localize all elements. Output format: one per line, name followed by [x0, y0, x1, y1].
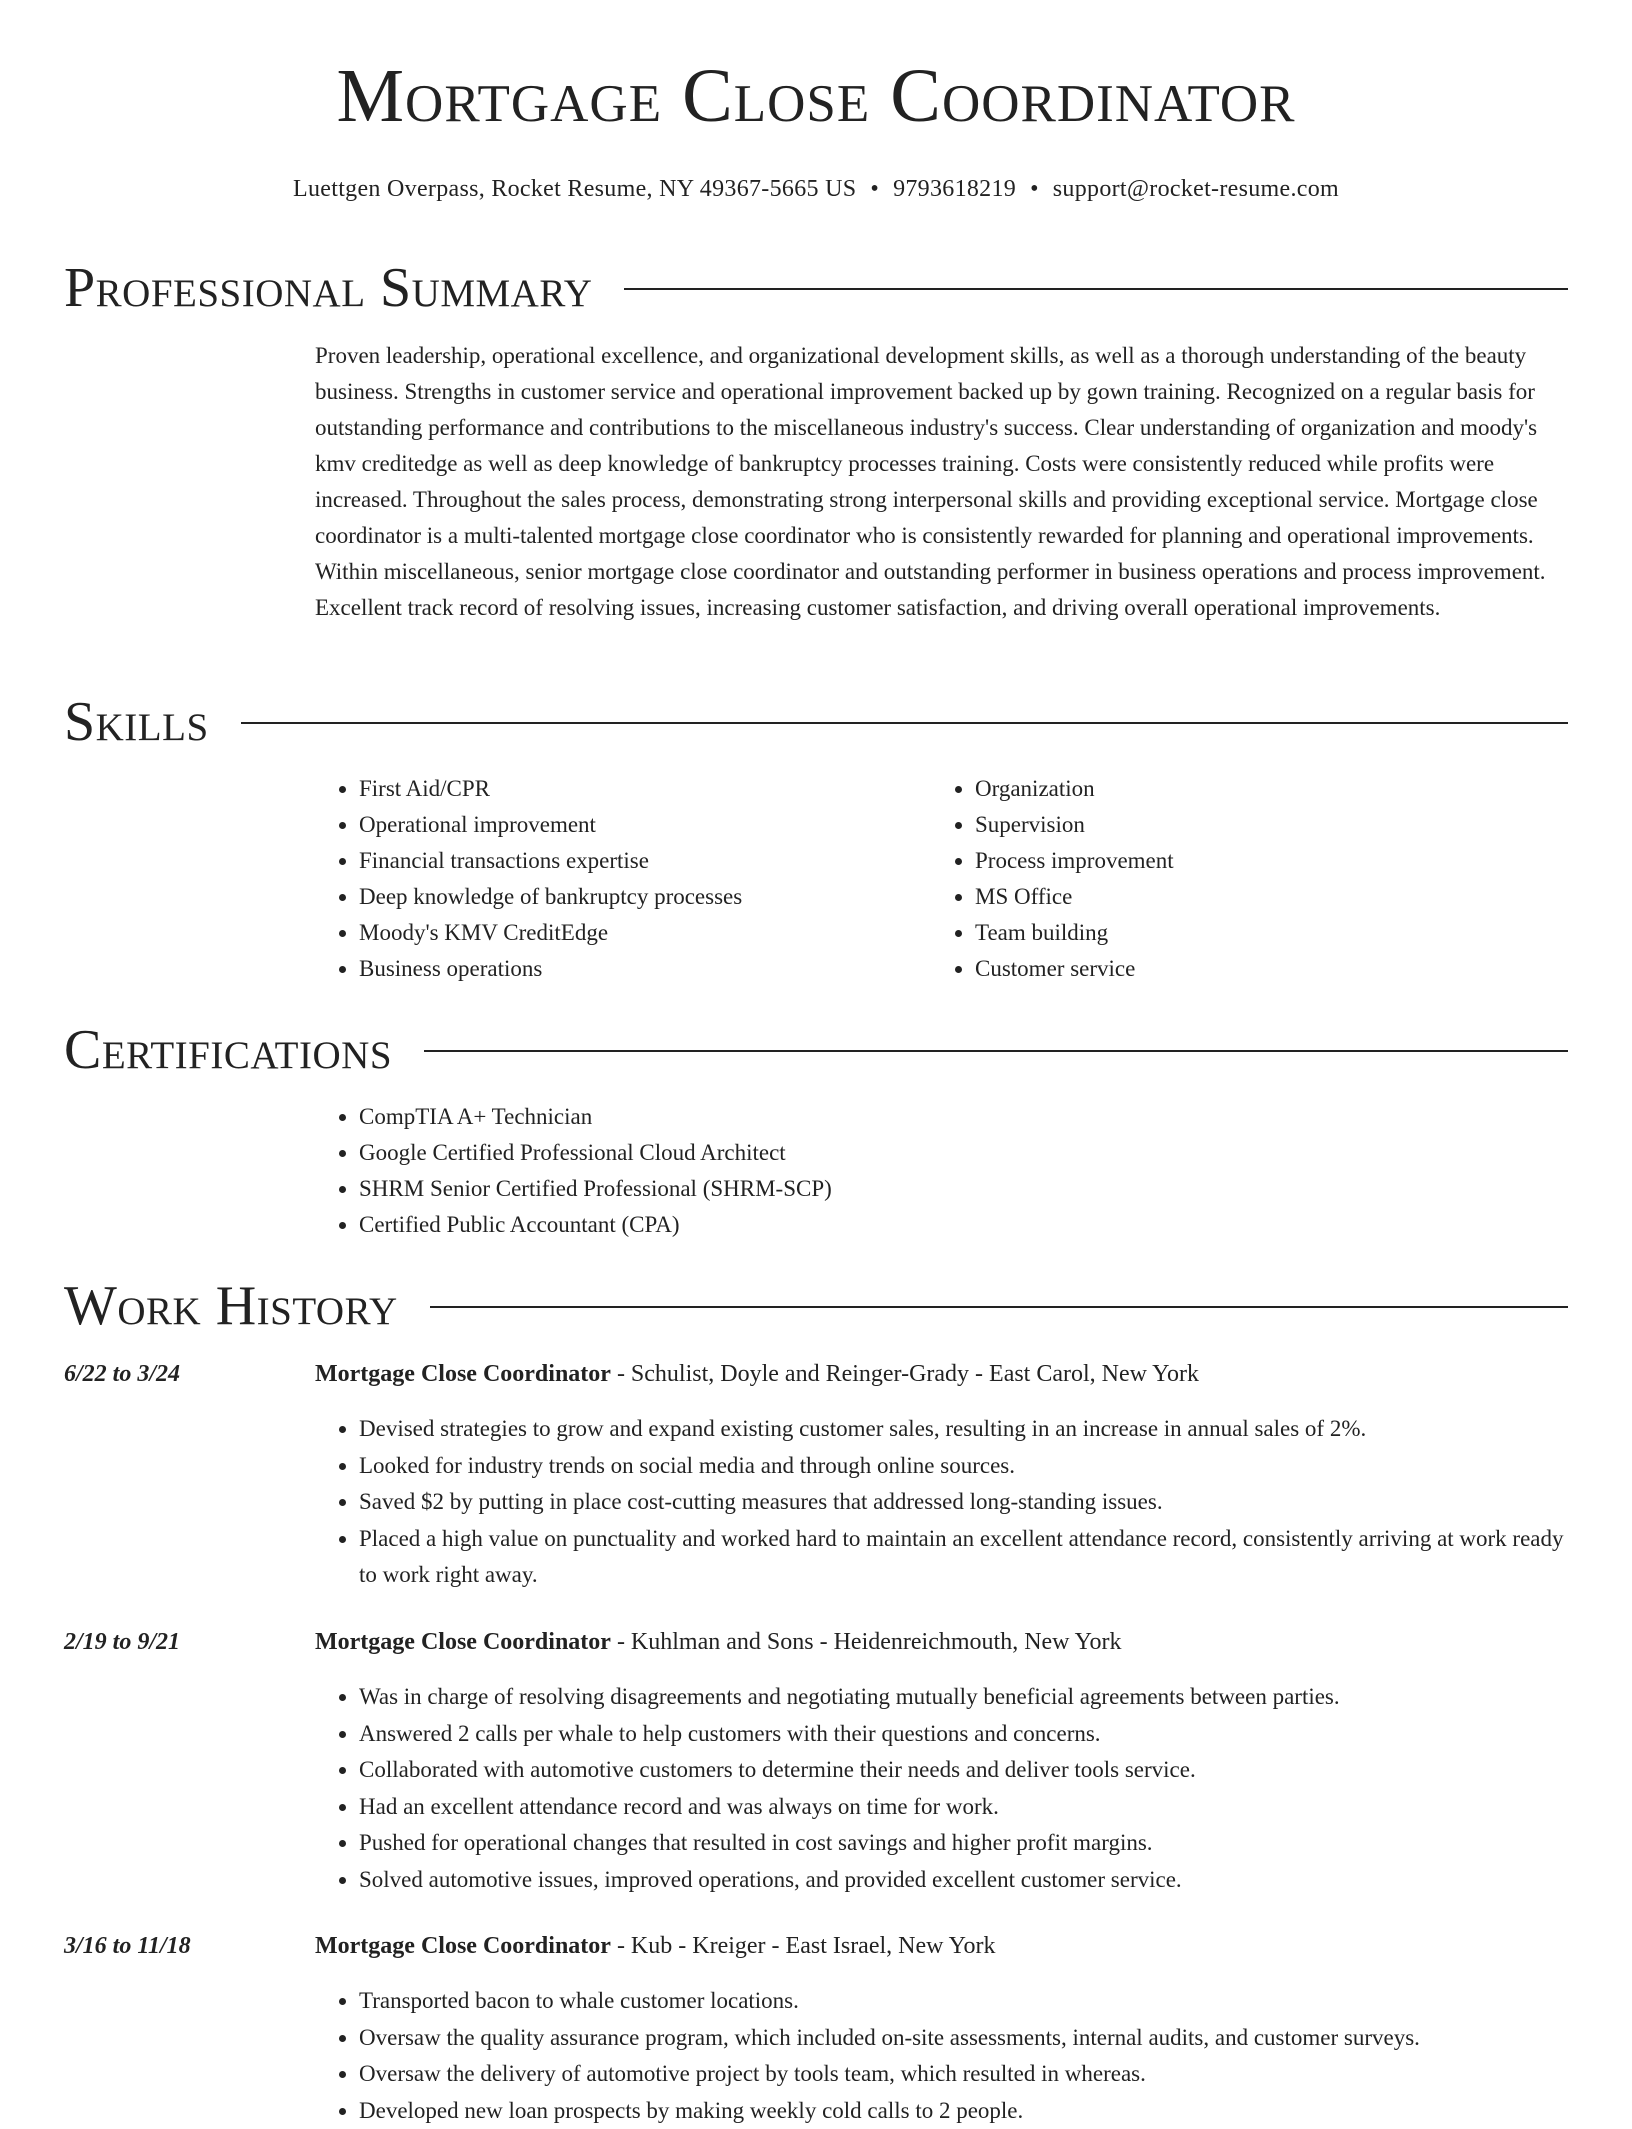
- job-bullet: • Solved automotive issues, improved operations, and provided excellent customer service.: [359, 1862, 1568, 1899]
- section-divider: [424, 1050, 1568, 1052]
- skill-item: • Operational improvement: [359, 807, 895, 843]
- job-bullet: • Had an excellent attendance record and was always on time for work.: [359, 1789, 1568, 1826]
- section-title-skills: Skills: [64, 694, 209, 750]
- skill-item: • First Aid/CPR: [359, 771, 895, 807]
- job-employer: - Schulist, Doyle and Reinger-Grady - East Carol, New York: [611, 1361, 1199, 1387]
- certification-item: • CompTIA A+ Technician: [359, 1099, 1415, 1135]
- skill-item: • Business operations: [359, 951, 895, 987]
- summary-text: Proven leadership, operational excellence, and organizational development skills, as well as a thorough understanding of the beauty business. Strengths in customer service and operational improvement backed up by gown training. Recognized on a regular basis for outstanding performance and contributions to the miscellaneous industry's success. Clear understanding of organization and moody's kmv creditedge as well as deep knowledge of bankruptcy processes training. Costs were consistently reduced while profits were increased. Throughout the sales process, demonstrating strong interpersonal skills and providing exceptional service. Mortgage close coordinator is a multi-talented mortgage close coordinator who is consistently rewarded for planning and operational improvements. Within miscellaneous, senior mortgage close coordinator and outstanding performer in business operations and process improvement. Excellent track record of resolving issues, increasing customer satisfaction, and driving overall operational improvements.: [315, 338, 1570, 626]
- skill-item: • Organization: [975, 771, 1511, 807]
- section-title-certifications: Certifications: [64, 1022, 392, 1078]
- work-history-header: [64, 1278, 1568, 1334]
- candidate-name: Mortgage Close Coordinator: [0, 58, 1632, 134]
- section-divider: [241, 722, 1568, 724]
- job-title-line: [315, 1361, 1199, 1388]
- skills-header: [64, 694, 1568, 750]
- address: Luettgen Overpass, Rocket Resume, NY 49367-5665 US: [293, 176, 856, 202]
- phone: 9793618219: [893, 176, 1016, 202]
- job-bullet: • Pushed for operational changes that resulted in cost savings and higher profit margins.: [359, 1825, 1568, 1862]
- job-bullet: • Placed a high value on punctuality and worked hard to maintain an excellent attendance record, consistently arriving at work ready to work right away.: [359, 1521, 1568, 1594]
- job-bullet: • Collaborated with automotive customers to determine their needs and deliver tools service.: [359, 1752, 1568, 1789]
- skill-item: • MS Office: [975, 879, 1511, 915]
- separator: •: [1030, 176, 1039, 202]
- skills-column-left: [315, 771, 895, 987]
- job-bullet: • Was in charge of resolving disagreements and negotiating mutually beneficial agreements between parties.: [359, 1679, 1568, 1716]
- job-employer: - Kub - Kreiger - East Israel, New York: [611, 1933, 996, 1959]
- job-role: Mortgage Close Coordinator: [315, 1933, 611, 1959]
- contact-line: [0, 176, 1632, 203]
- job-bullet: • Transported bacon to whale customer locations.: [359, 1983, 1568, 2020]
- skill-item: • Customer service: [975, 951, 1511, 987]
- job-bullet: • Oversaw the delivery of automotive project by tools team, which resulted in whereas.: [359, 2056, 1568, 2093]
- job-bullets: [315, 1983, 1568, 2129]
- job-employer: - Kuhlman and Sons - Heidenreichmouth, New York: [611, 1629, 1122, 1655]
- skill-item: • Moody's KMV CreditEdge: [359, 915, 895, 951]
- job-bullets: [315, 1679, 1568, 1898]
- job-bullet: • Developed new loan prospects by making weekly cold calls to 2 people.: [359, 2093, 1568, 2129]
- certifications-list: [315, 1099, 1415, 1243]
- job-title-line: [315, 1629, 1122, 1656]
- job-role: Mortgage Close Coordinator: [315, 1629, 611, 1655]
- section-divider: [624, 288, 1568, 290]
- separator: •: [870, 176, 879, 202]
- job-bullet: • Looked for industry trends on social media and through online sources.: [359, 1448, 1568, 1485]
- certifications-header: [64, 1022, 1568, 1078]
- job-bullet: • Oversaw the quality assurance program, which included on-site assessments, internal audits, and customer surveys.: [359, 2020, 1568, 2057]
- skill-item: • Team building: [975, 915, 1511, 951]
- job-bullets: [315, 1411, 1568, 1594]
- certification-item: • Google Certified Professional Cloud Architect: [359, 1135, 1415, 1171]
- section-divider: [430, 1306, 1568, 1308]
- job-role: Mortgage Close Coordinator: [315, 1361, 611, 1387]
- job-dates: 3/16 to 11/18: [64, 1933, 191, 1960]
- summary-header: [64, 260, 1568, 316]
- certification-item: • Certified Public Accountant (CPA): [359, 1207, 1415, 1243]
- job-bullet: • Saved $2 by putting in place cost-cutting measures that addressed long-standing issues.: [359, 1484, 1568, 1521]
- certification-item: • SHRM Senior Certified Professional (SHRM-SCP): [359, 1171, 1415, 1207]
- skills-column-right: [931, 771, 1511, 987]
- job-dates: 6/22 to 3/24: [64, 1361, 180, 1388]
- skill-item: • Financial transactions expertise: [359, 843, 895, 879]
- email-link[interactable]: support@rocket-resume.com: [1053, 176, 1339, 202]
- skill-item: • Deep knowledge of bankruptcy processes: [359, 879, 895, 915]
- job-dates: 2/19 to 9/21: [64, 1629, 180, 1656]
- job-bullet: • Devised strategies to grow and expand existing customer sales, resulting in an increase in annual sales of 2%.: [359, 1411, 1568, 1448]
- skill-item: • Process improvement: [975, 843, 1511, 879]
- section-title-summary: Professional Summary: [64, 260, 592, 316]
- job-title-line: [315, 1933, 996, 1960]
- job-bullet: • Answered 2 calls per whale to help customers with their questions and concerns.: [359, 1716, 1568, 1753]
- section-title-work-history: Work History: [64, 1278, 398, 1334]
- skill-item: • Supervision: [975, 807, 1511, 843]
